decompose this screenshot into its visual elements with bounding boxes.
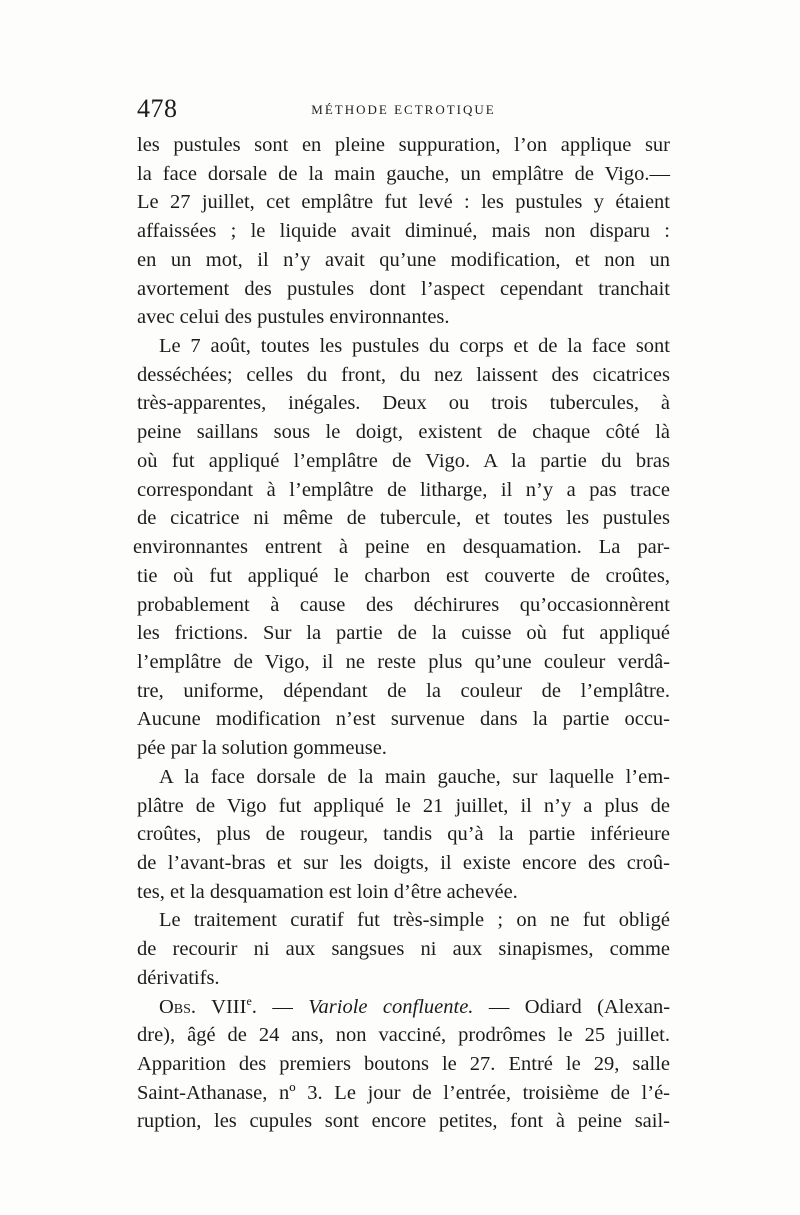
text-line: les pustules sont en pleine suppuration, l’on applique sur	[137, 134, 670, 156]
text-line: de l’avant-bras et sur les doigts, il existe encore des croû-	[137, 851, 670, 874]
text-line: tes, et la desquamation est loin d’être achevée.	[137, 880, 518, 903]
text-line: plâtre de Vigo fut appliqué le 21 juillet, il n’y a plus de	[137, 794, 670, 817]
page-number: 478	[137, 94, 178, 123]
observation-number-suffix: e	[246, 993, 252, 1008]
text-line: où fut appliqué l’emplâtre de Vigo. A la partie du bras	[137, 449, 670, 472]
text-line: desséchées; celles du front, du nez laissent des cicatrices	[137, 363, 670, 386]
text-line: tre, uniforme, dépendant de la couleur de l’emplâtre.	[137, 679, 670, 702]
text-line: dre), âgé de 24 ans, non vacciné, prodrômes le 25 juillet.	[137, 1024, 670, 1047]
text-line: A la face dorsale de la main gauche, sur laquelle l’em-	[159, 765, 670, 788]
text-line: Saint-Athanase, nº 3. Le jour de l’entrée, troisième de l’é-	[137, 1081, 670, 1104]
text-line: Aucune modification n’est survenue dans la partie occu-	[137, 708, 670, 731]
observation-title: Variole confluente.	[308, 995, 474, 1018]
text-line: de cicatrice ni même de tubercule, et toutes les pustules	[137, 507, 670, 530]
text-line: tie où fut appliqué le charbon est couverte de croûtes,	[137, 564, 670, 587]
text-line: dérivatifs.	[137, 966, 220, 989]
text-line: la face dorsale de la main gauche, un emplâtre de Vigo.—	[137, 162, 670, 185]
text-line: en un mot, il n’y avait qu’une modification, et non un	[137, 248, 670, 271]
running-head: MÉTHODE ECTROTIQUE	[311, 102, 496, 117]
observation-patient: — Odiard (Alexan-	[488, 995, 671, 1018]
text-line: Le 7 août, toutes les pustules du corps et de la face sont	[159, 335, 670, 358]
text-line: très-apparentes, inégales. Deux ou trois tubercules, à	[137, 392, 670, 415]
body-text	[133, 131, 671, 1136]
text-line: Le traitement curatif fut très-simple ; on ne fut obligé	[159, 909, 670, 932]
observation-heading-line	[137, 993, 670, 1022]
text-line: probablement à cause des déchirures qu’occasionnèrent	[137, 593, 670, 616]
observation-number: VIII	[211, 995, 247, 1018]
text-line: l’emplâtre de Vigo, il ne reste plus qu’une couleur verdâ-	[137, 650, 670, 673]
text-line: peine saillans sous le doigt, existent de chaque côté là	[137, 421, 670, 444]
text-line: environnantes entrent à peine en desquamation. La par-	[133, 536, 670, 559]
text-line: de recourir ni aux sangsues ni aux sinapismes, comme	[137, 938, 670, 961]
observation-label: Obs.	[159, 995, 197, 1018]
text-line: avortement des pustules dont l’aspect cependant tranchait	[137, 277, 670, 300]
text-line: croûtes, plus de rougeur, tandis qu’à la partie inférieure	[137, 823, 670, 846]
text-line: Apparition des premiers boutons le 27. Entré le 29, salle	[137, 1053, 670, 1075]
text-line: affaissées ; le liquide avait diminué, mais non disparu :	[137, 220, 670, 243]
page-header	[137, 94, 670, 128]
text-line: les frictions. Sur la partie de la cuisse où fut appliqué	[137, 622, 670, 645]
observation-dash: . —	[251, 995, 293, 1018]
text-line: correspondant à l’emplâtre de litharge, il n’y a pas trace	[137, 478, 670, 501]
text-line: avec celui des pustules environnantes.	[137, 306, 450, 329]
text-line: pée par la solution gommeuse.	[137, 737, 387, 760]
text-line: Le 27 juillet, cet emplâtre fut levé : les pustules y étaient	[137, 191, 670, 214]
text-line: ruption, les cupules sont encore petites, font à peine sail-	[137, 1110, 670, 1133]
